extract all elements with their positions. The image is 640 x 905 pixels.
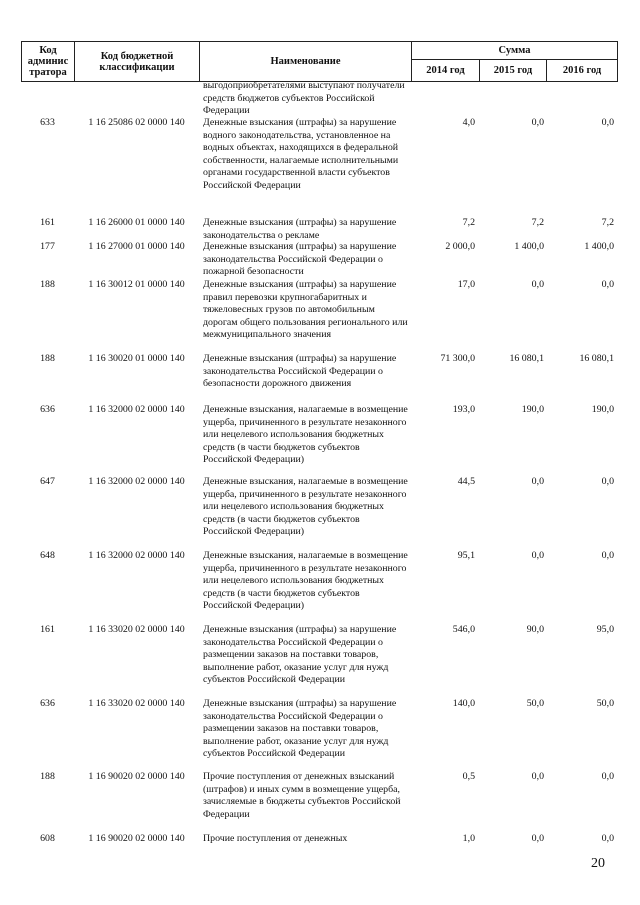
sum-2015-cell: 7,2 [531,217,544,228]
header-year-2015: 2015 год [480,60,547,82]
kbk-cell: 1 16 30020 01 0000 140 [88,353,185,364]
admin-code-cell: 608 [40,833,55,844]
sum-2014-cell: 44,5 [457,476,475,487]
sum-2016-cell: 95,0 [596,624,614,635]
kbk-cell: 1 16 25086 02 0000 140 [88,117,185,128]
page-number: 20 [591,856,605,871]
name-cell: Прочие поступления от денежных взысканий (штрафов) и иных сумм в возмещение ущерба, зачисляемые в бюджеты субъектов Российской Федерации [203,771,401,820]
sum-2015-cell: 50,0 [526,698,544,709]
kbk-cell: 1 16 26000 01 0000 140 [88,217,185,228]
admin-code-cell: 188 [40,279,55,290]
sum-2014-cell: 1,0 [462,833,475,844]
name-cell: Денежные взыскания (штрафы) за нарушение правил перевозки крупногабаритных и тяжеловесных грузов по автомобильным дорогам общего пользования регионального или межмуниципального значения [203,279,408,340]
sum-2016-cell: 0,0 [601,279,614,290]
sum-2016-cell: 190,0 [591,404,614,415]
sum-2015-cell: 0,0 [531,476,544,487]
admin-code-cell: 636 [40,698,55,709]
sum-2016-cell: 7,2 [601,217,614,228]
kbk-cell: 1 16 33020 02 0000 140 [88,698,185,709]
header-kbk: Код бюджетной классификации [75,42,200,82]
admin-code-cell: 648 [40,550,55,561]
sum-2016-cell: 1 400,0 [584,241,614,252]
name-cell: Денежные взыскания (штрафы) за нарушение законодательства Российской Федерации о безопасности дорожного движения [203,353,397,389]
name-cell: Денежные взыскания (штрафы) за нарушение водного законодательства, установленное на водных объектах, находящихся в федеральной собственности, налагаемые исполнительными органами государственной власти субъектов Российской Федерации [203,117,399,191]
sum-2016-cell: 0,0 [601,117,614,128]
kbk-cell: 1 16 32000 02 0000 140 [88,476,185,487]
admin-code-cell: 188 [40,353,55,364]
sum-2015-cell: 190,0 [521,404,544,415]
sum-2015-cell: 0,0 [531,550,544,561]
name-cell: Денежные взыскания, налагаемые в возмещение ущерба, причиненного в результате незаконного или нецелевого использования бюджетных средств (в части бюджетов субъектов Российской Федерации) [203,550,408,611]
sum-2016-cell: 0,0 [601,550,614,561]
admin-code-cell: 636 [40,404,55,415]
header-sum: Сумма [412,42,618,60]
admin-code-cell: 647 [40,476,55,487]
name-cell: Денежные взыскания (штрафы) за нарушение законодательства Российской Федерации о пожарной безопасности [203,241,397,277]
admin-code-cell: 188 [40,771,55,782]
sum-2016-cell: 0,0 [601,476,614,487]
header-year-2014: 2014 год [412,60,480,82]
sum-2015-cell: 16 080,1 [509,353,544,364]
name-cell: Денежные взыскания (штрафы) за нарушение законодательства Российской Федерации о размещении заказов на поставки товаров, выполнение работ, оказание услуг для нужд субъектов Российской Федерации [203,624,397,685]
admin-code-cell: 161 [40,624,55,635]
sum-2014-cell: 193,0 [452,404,475,415]
name-cell: Денежные взыскания (штрафы) за нарушение законодательства о рекламе [203,217,397,241]
sum-2015-cell: 0,0 [531,279,544,290]
sum-2014-cell: 7,2 [462,217,475,228]
name-cell: Денежные взыскания, налагаемые в возмещение ущерба, причиненного в результате незаконного или нецелевого использования бюджетных средств (в части бюджетов субъектов Российской Федерации) [203,404,408,465]
sum-2014-cell: 4,0 [462,117,475,128]
name-cell: Денежные взыскания (штрафы) за нарушение законодательства Российской Федерации о размещении заказов на поставки товаров, выполнение работ, оказание услуг для нужд субъектов Российской Федерации [203,698,397,759]
header-name: Наименование [200,42,412,82]
kbk-cell: 1 16 33020 02 0000 140 [88,624,185,635]
sum-2014-cell: 140,0 [452,698,475,709]
sum-2014-cell: 2 000,0 [445,241,475,252]
sum-2016-cell: 16 080,1 [579,353,614,364]
sum-2015-cell: 1 400,0 [514,241,544,252]
sum-2016-cell: 0,0 [601,833,614,844]
name-cell: Денежные взыскания, налагаемые в возмещение ущерба, причиненного в результате незаконного или нецелевого использования бюджетных средств (в части бюджетов субъектов Российской Федерации) [203,476,408,537]
name-cell: Прочие поступления от денежных [203,833,348,844]
kbk-cell: 1 16 32000 02 0000 140 [88,404,185,415]
kbk-cell: 1 16 90020 02 0000 140 [88,771,185,782]
kbk-cell: 1 16 30012 01 0000 140 [88,279,185,290]
sum-2014-cell: 0,5 [462,771,475,782]
header-admin-code: Код админис тратора [22,42,75,82]
sum-2015-cell: 0,0 [531,833,544,844]
sum-2014-cell: 546,0 [452,624,475,635]
admin-code-cell: 161 [40,217,55,228]
continuation-text: выгодоприобретателями выступают получатели средств бюджетов субъектов Российской Федерации [203,80,405,116]
table-header [21,41,618,82]
sum-2016-cell: 50,0 [596,698,614,709]
kbk-cell: 1 16 27000 01 0000 140 [88,241,185,252]
admin-code-cell: 177 [40,241,55,252]
admin-code-cell: 633 [40,117,55,128]
sum-2016-cell: 0,0 [601,771,614,782]
kbk-cell: 1 16 32000 02 0000 140 [88,550,185,561]
header-year-2016: 2016 год [547,60,618,82]
sum-2014-cell: 71 300,0 [440,353,475,364]
sum-2015-cell: 0,0 [531,771,544,782]
sum-2015-cell: 0,0 [531,117,544,128]
sum-2014-cell: 95,1 [457,550,475,561]
sum-2015-cell: 90,0 [526,624,544,635]
kbk-cell: 1 16 90020 02 0000 140 [88,833,185,844]
sum-2014-cell: 17,0 [457,279,475,290]
